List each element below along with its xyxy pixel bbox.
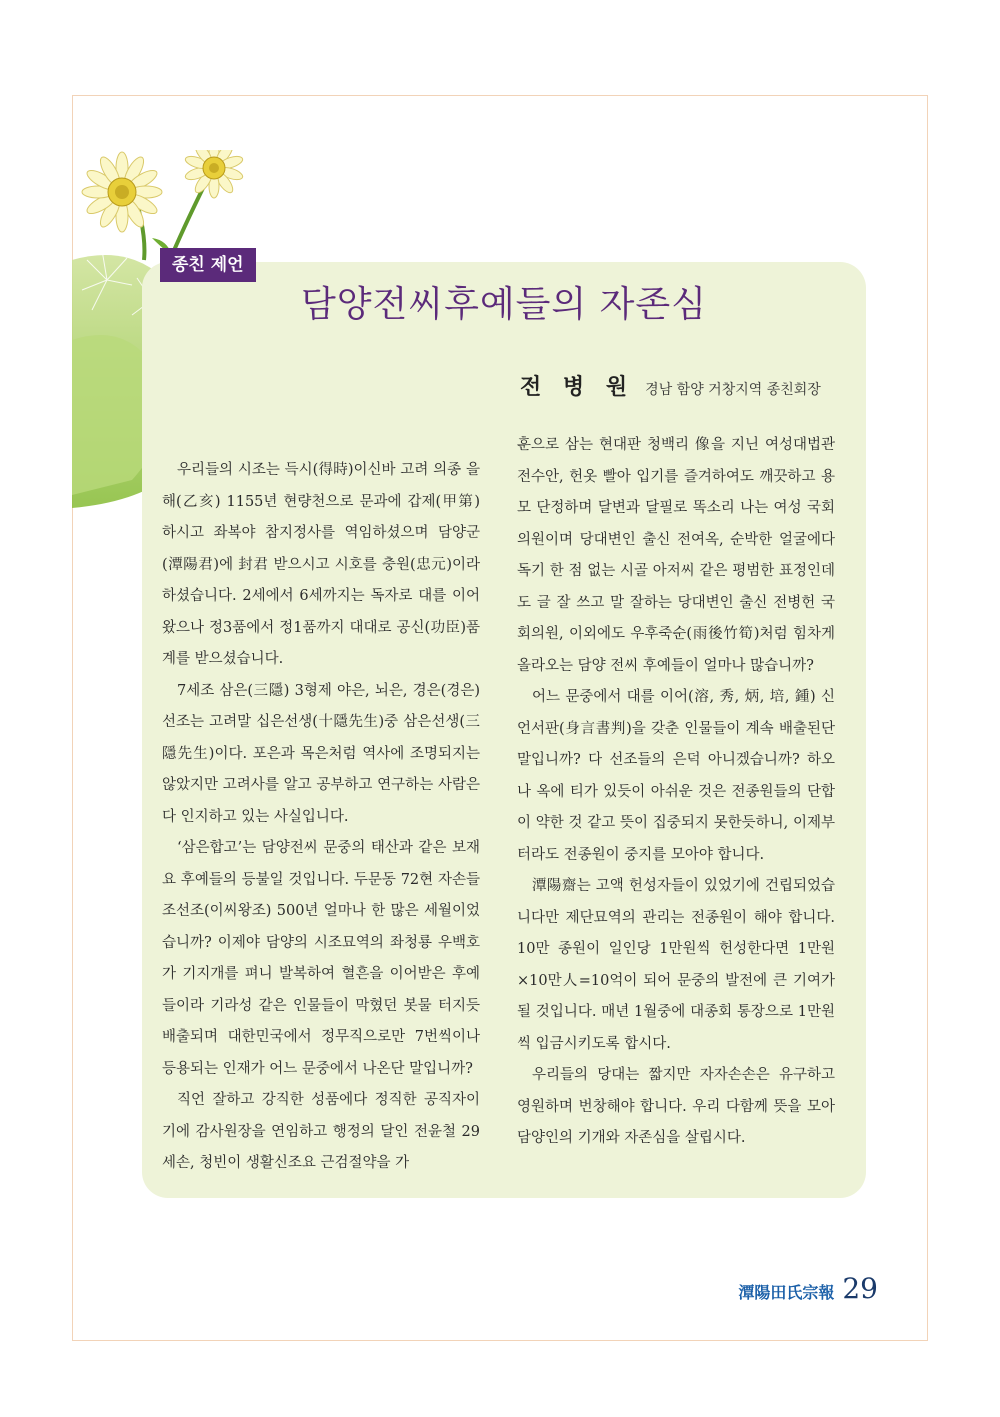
paragraph: 우리들의 당대는 짧지만 자자손손은 유구하고 영원하며 번창해야 합니다. 우리 다함께 뜻을 모아 담양인의 기개와 자존심을 살립시다. bbox=[517, 1067, 835, 1146]
paragraph: 훈으로 삼는 현대판 청백리 像을 지닌 여성대법관 전수안, 헌옷 빨아 입기를 즐겨하여도 깨끗하고 용모 단정하며 달변과 달필로 똑소리 나는 여성 국회의원이며 당대변인 출신 전여옥, 순박한 얼굴에다 독기 한 점 없는 시골 아저씨 같은 평범한 표정인데도 글 잘 쓰고 말 잘하는 당대변인 출신 전병헌 국회의원, 이외에도 우후죽순(雨後竹筍)처럼 힘차게 올라오는 담양 전씨 후예들이 얼마나 많습니까? bbox=[517, 437, 835, 674]
author-affiliation: 경남 함양 거창지역 종친회장 bbox=[645, 382, 821, 398]
page-number: 29 bbox=[842, 1272, 878, 1305]
category-tag: 종친 제언 bbox=[160, 248, 256, 282]
article-title: 담양전씨후예들의 자존심 bbox=[301, 284, 707, 325]
paragraph: ‘삼은합고’는 담양전씨 문중의 태산과 같은 보재요 후예들의 등불일 것입니다. 두문동 72현 자손들 조선조(이씨왕조) 500년 얼마나 한 많은 세월이었습니까? 이제야 담양의 시조묘역의 좌청룡 우백호가 기지개를 펴니 발복하여 혈흔을 이어받은 후예들이라 기라성 같은 인물들이 막혔던 봇물 터지듯 배출되며 대한민국에서 정무직으로만 7번씩이나 등용되는 인재가 어느 문중에서 나온단 말입니까? bbox=[162, 840, 480, 1077]
right-column bbox=[517, 430, 835, 1155]
page-footer bbox=[738, 1272, 878, 1305]
author-name: 전 병 원 bbox=[520, 375, 635, 400]
paragraph: 어느 문중에서 대를 이어(溶, 秀, 炳, 培, 鍾) 신언서판(身言書判)을 갖춘 인물들이 계속 배출된단 말입니까? 다 선조들의 은덕 아니겠습니까? 하오나 옥에 티가 있듯이 아쉬운 것은 전종원들의 단합이 약한 것 같고 뜻이 집중되지 못한듯하니, 이제부터라도 전종원이 중지를 모아야 합니다. bbox=[517, 689, 835, 863]
paragraph: 潭陽齋는 고액 헌성자들이 있었기에 건립되었습니다만 제단묘역의 관리는 전종원이 해야 합니다. 10만 종원이 일인당 1만원씩 헌성한다면 1만원×10만人=10억이 되어 문중의 발전에 큰 기여가 될 것입니다. 매년 1월중에 대종회 통장으로 1만원씩 입금시키도록 합시다. bbox=[517, 878, 835, 1052]
paragraph: 7세조 삼은(三隱) 3형제 야은, 뇌은, 경은(경은) 선조는 고려말 십은선생(十隱先生)중 삼은선생(三隱先生)이다. 포은과 목은처럼 역사에 조명되지는 않았지만 고려사를 알고 공부하고 연구하는 사람은 다 인지하고 있는 사실입니다. bbox=[162, 682, 480, 825]
paragraph: 직언 잘하고 강직한 성품에다 정직한 공직자이기에 감사원장을 연임하고 행정의 달인 전윤철 29세손, 청빈이 생활신조요 근검절약을 가 bbox=[162, 1092, 480, 1171]
byline bbox=[520, 370, 821, 401]
left-column bbox=[162, 455, 480, 1180]
publication-name: 潭陽田氏宗報 bbox=[738, 1283, 835, 1302]
paragraph: 우리들의 시조는 득시(得時)이신바 고려 의종 을해(乙亥) 1155년 현량천으로 문과에 갑제(甲第)하시고 좌복야 참지정사를 역임하셨으며 담양군(潭陽君)에 封君 받으시고 시호를 충원(忠元)이라 하셨습니다. 2세에서 6세까지는 독자로 대를 이어왔으나 정3품에서 정1품까지 대대로 공신(功臣)품계를 받으셨습니다. bbox=[162, 462, 480, 667]
